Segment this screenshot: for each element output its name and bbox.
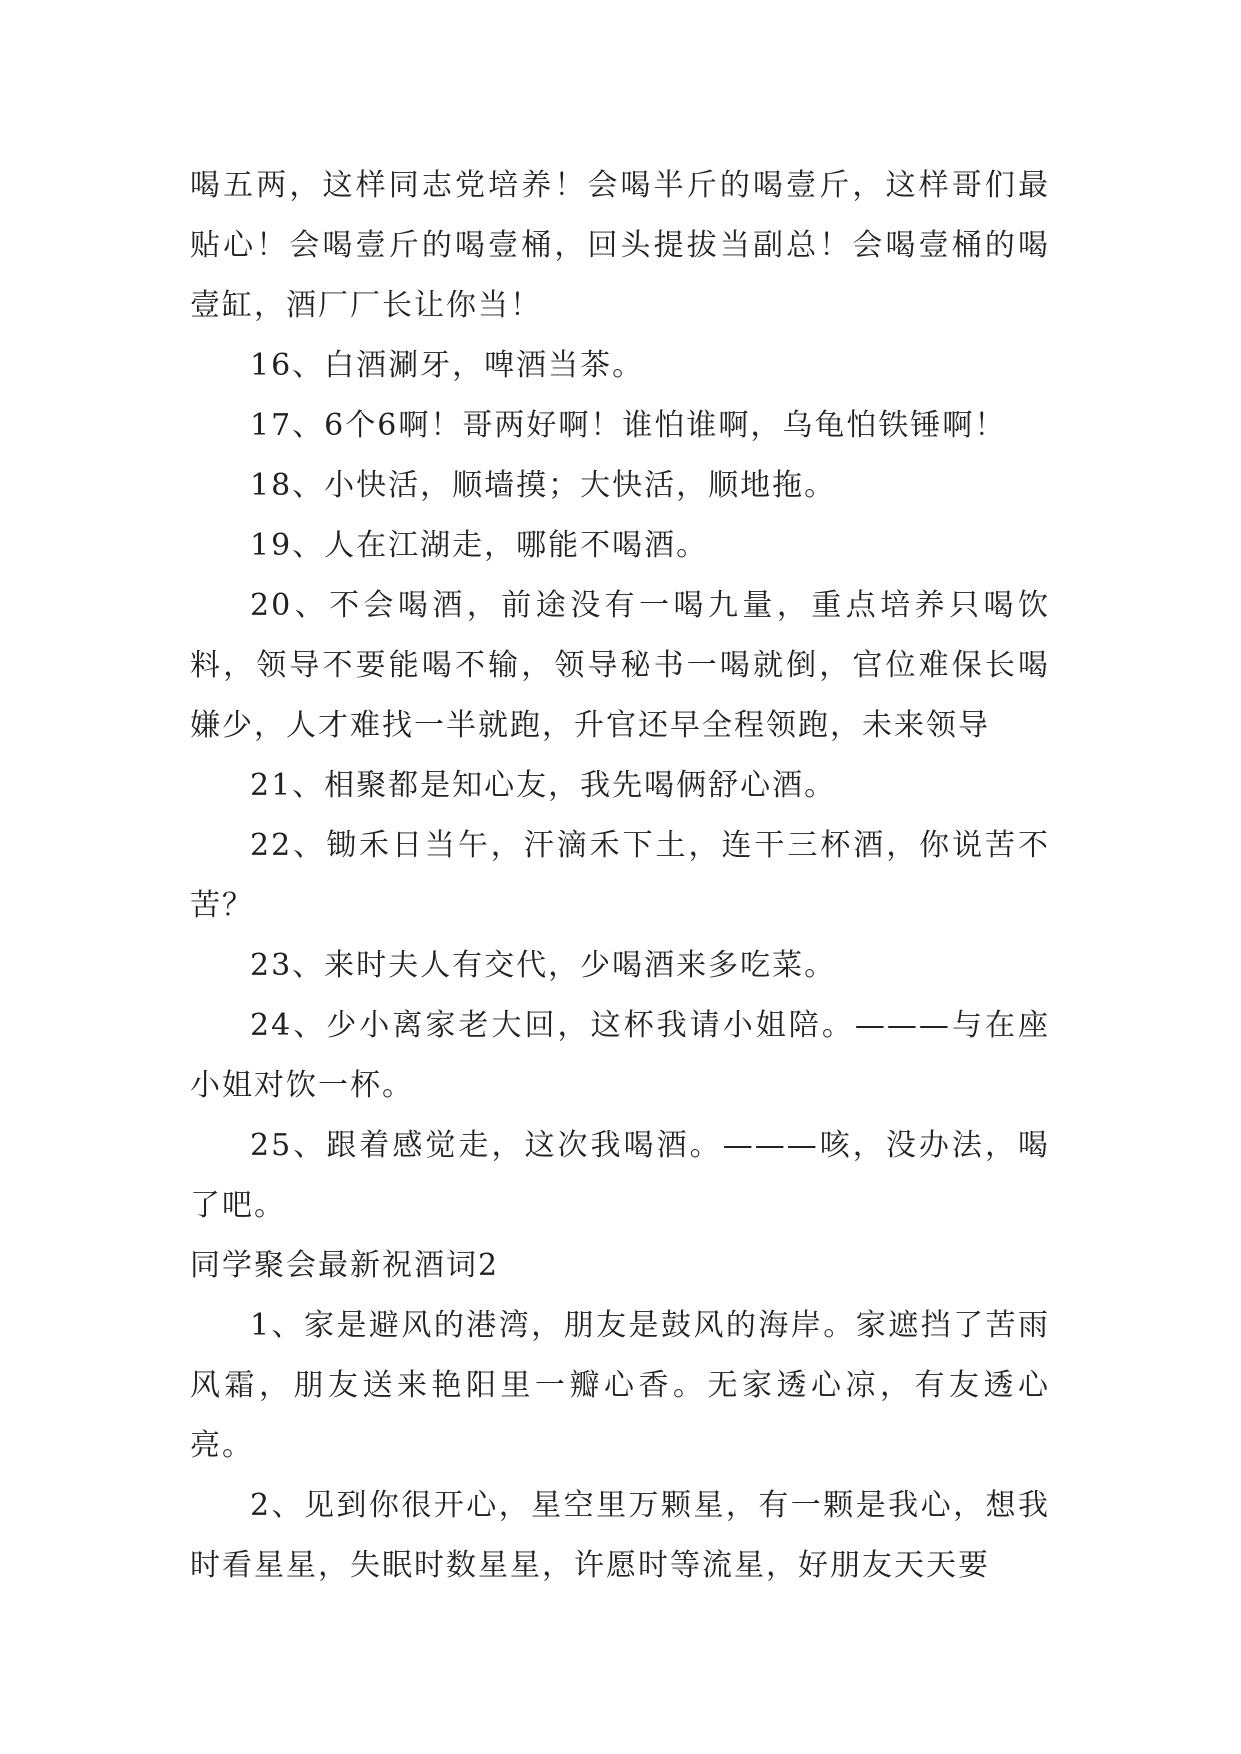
paragraph-item-16: 16、白酒涮牙，啤酒当茶。 [250, 348, 645, 383]
paragraph-item-18: 18、小快活，顺墙摸；大快活，顺地拖。 [250, 468, 837, 503]
section-heading: 同学聚会最新祝酒词2 [190, 1248, 500, 1283]
paragraph-item-22: 22、锄禾日当午，汗滴禾下土，连干三杯酒，你说苦不苦？ [190, 828, 1050, 923]
paragraph-item-25: 25、跟着感觉走，这次我喝酒。———咳，没办法，喝了吧。 [190, 1128, 1050, 1223]
section-paragraph-2: 2、见到你很开心，星空里万颗星，有一颗是我心，想我时看星星，失眠时数星星，许愿时等流星，好朋友天天要 [190, 1488, 1050, 1583]
document-body [190, 156, 1050, 1596]
paragraph-item-19: 19、人在江湖走，哪能不喝酒。 [250, 528, 709, 563]
paragraph-item-17: 17、6个6啊！哥两好啊！谁怕谁啊，乌龟怕铁锤啊！ [250, 408, 1007, 443]
section-paragraph-1: 1、家是避风的港湾，朋友是鼓风的海岸。家遮挡了苦雨风霜，朋友送来艳阳里一瓣心香。无家透心凉，有友透心亮。 [190, 1308, 1050, 1463]
paragraph-item-20: 20、不会喝酒，前途没有一喝九量，重点培养只喝饮料，领导不要能喝不输，领导秘书一喝就倒，官位难保长喝嫌少，人才难找一半就跑，升官还早全程领跑，未来领导 [190, 588, 1050, 743]
paragraph-continued: 喝五两，这样同志党培养！会喝半斤的喝壹斤，这样哥们最贴心！会喝壹斤的喝壹桶，回头提拔当副总！会喝壹桶的喝壹缸，酒厂厂长让你当！ [190, 168, 1050, 323]
paragraph-item-24: 24、少小离家老大回，这杯我请小姐陪。———与在座小姐对饮一杯。 [190, 1008, 1050, 1103]
paragraph-item-21: 21、相聚都是知心友，我先喝俩舒心酒。 [250, 768, 837, 803]
paragraph-item-23: 23、来时夫人有交代，少喝酒来多吃菜。 [250, 948, 837, 983]
